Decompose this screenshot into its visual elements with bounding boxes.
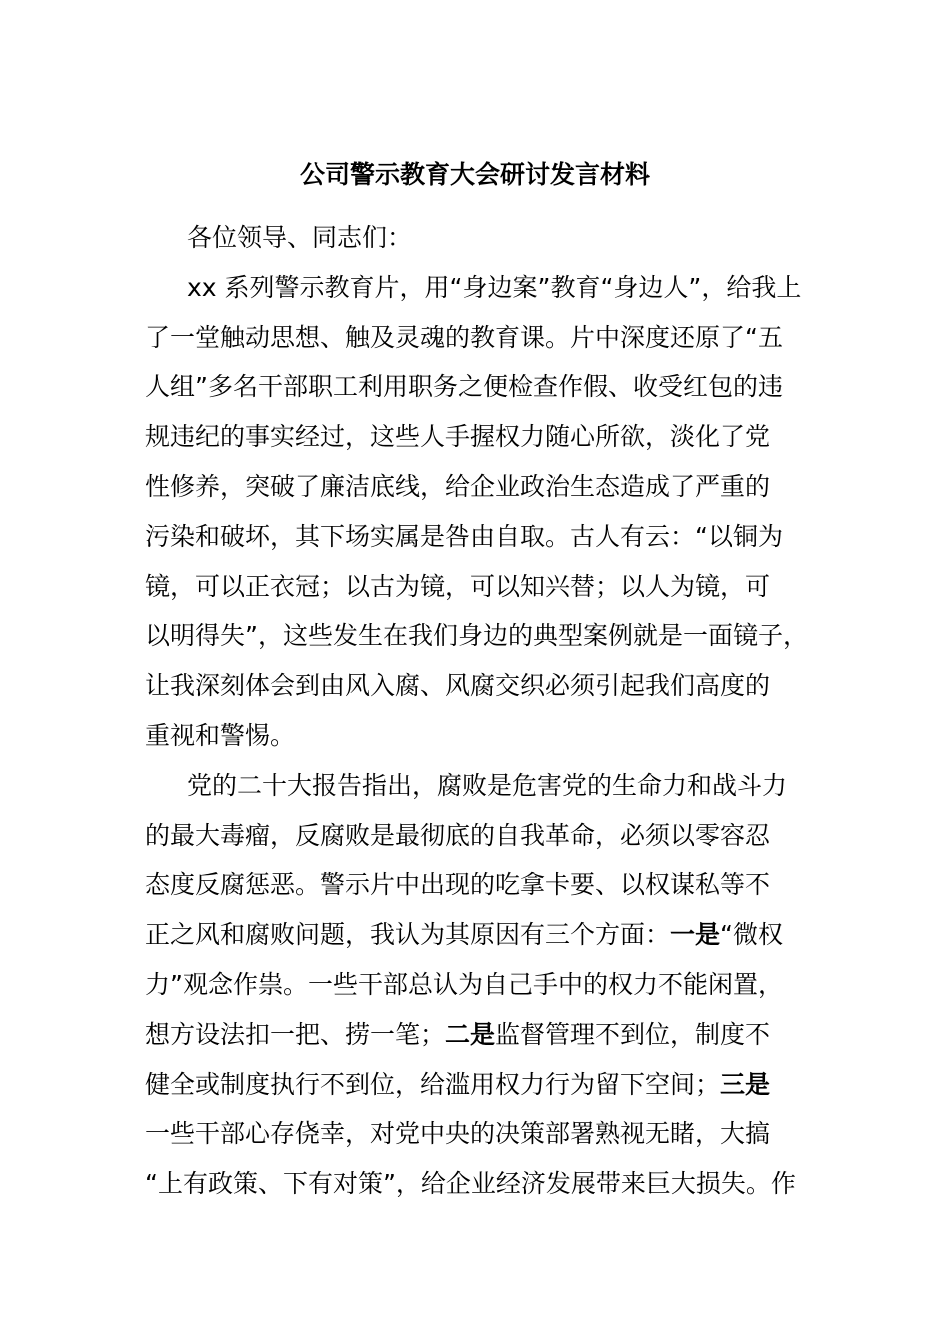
text-line: 了一堂触动思想、触及灵魂的教育课。片中深度还原了“五 bbox=[145, 322, 783, 352]
document-body bbox=[145, 213, 835, 1209]
text-line: 镜，可以正衣冠；以古为镜，可以知兴替；以人为镜，可 bbox=[145, 571, 771, 601]
text-line: “上有政策、下有对策”，给企业经济发展带来巨大损失。作 bbox=[145, 1169, 796, 1199]
text-line: 让我深刻体会到由风入腐、风腐交织必须引起我们高度的 bbox=[145, 671, 771, 701]
text-line: 规违纪的事实经过，这些人手握权力随心所欲，淡化了党 bbox=[145, 422, 771, 452]
text-line: 人组”多名干部职工利用职务之便检查作假、收受红包的违 bbox=[145, 372, 783, 402]
text-line bbox=[145, 1010, 835, 1060]
text-segment: 健全或制度执行不到位，给滥用权力行为留下空间； bbox=[145, 1069, 721, 1099]
text-line: 以明得失”，这些发生在我们身边的典型案例就是一面镜子， bbox=[145, 621, 808, 651]
bold-point-label: 一是 bbox=[670, 920, 721, 950]
document-title: 公司警示教育大会研讨发言材料 bbox=[299, 160, 650, 189]
text-line bbox=[145, 910, 835, 960]
text-line: 态度反腐惩恶。警示片中出现的吃拿卡要、以权谋私等不 bbox=[145, 870, 771, 900]
text-line: 党的二十大报告指出，腐败是危害党的生命力和战斗力 bbox=[187, 770, 788, 800]
bold-point-label: 二是 bbox=[445, 1019, 496, 1049]
text-line: 性修养，突破了廉洁底线，给企业政治生态造成了严重的 bbox=[145, 471, 771, 501]
text-segment: 监督管理不到位，制度不 bbox=[495, 1019, 771, 1049]
text-segment: “微权 bbox=[720, 920, 783, 950]
text-line: 重视和警惕。 bbox=[145, 720, 296, 750]
text-line: 的最大毒瘤，反腐败是最彻底的自我革命，必须以零容忍 bbox=[145, 820, 771, 850]
salutation: 各位领导、同志们： bbox=[187, 223, 413, 252]
text-line: 污染和破坏，其下场实属是咎由自取。古人有云：“以铜为 bbox=[145, 521, 783, 551]
text-line: xx 系列警示教育片，用“身边案”教育“身边人”，给我上 bbox=[187, 272, 802, 302]
text-segment: 正之风和腐败问题，我认为其原因有三个方面： bbox=[145, 920, 671, 950]
text-line bbox=[145, 1060, 835, 1110]
bold-point-label: 三是 bbox=[720, 1069, 771, 1099]
text-line: 力”观念作祟。一些干部总认为自己手中的权力不能闲置， bbox=[145, 969, 783, 999]
text-line: 一些干部心存侥幸，对党中央的决策部署熟视无睹，大搞 bbox=[145, 1119, 771, 1149]
text-segment: 想方设法扣一把、捞一笔； bbox=[145, 1019, 446, 1049]
paragraph-intro bbox=[145, 263, 835, 761]
paragraph-analysis bbox=[145, 761, 835, 1209]
